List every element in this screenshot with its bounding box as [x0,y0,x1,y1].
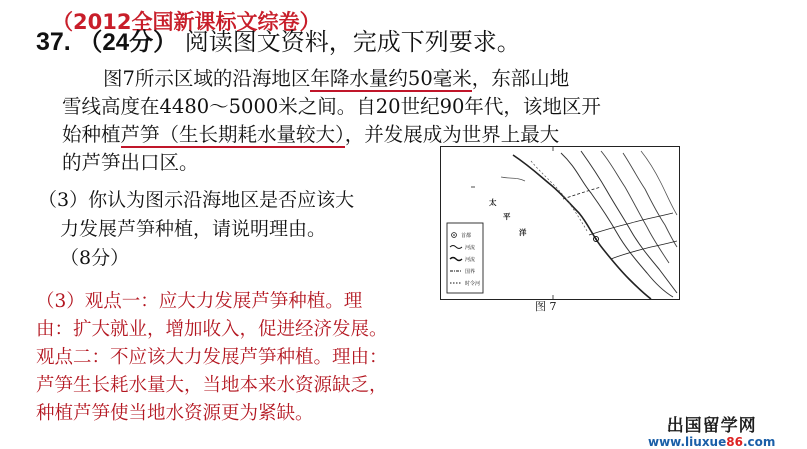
watermark-site-name: 出国留学网 [666,416,757,436]
question-instruction: 阅读图文资料，完成下列要求。 [184,28,521,56]
exam-source-tag: （2012全国新课标文综卷） [52,10,321,34]
passage-text: 图7所示区域的沿海地区 [103,67,311,90]
passage-line-4: 的芦笋出口区。 [62,151,199,174]
watermark-url-part: www.liuxue [648,435,727,449]
passage-text: ，并发展成为世界上最大 [344,123,560,146]
underlined-rainfall: 年降水量约50毫米 [310,67,472,90]
passage-text: 始种植 [62,123,121,146]
passage-text: ，东部山地 [471,67,570,90]
answer-line: 芦笋生长耗水量大，当地本来水资源缺乏， [36,375,388,396]
legend-seasonal-river: 时令河 [465,281,481,287]
legend-river: 河流 [465,245,476,251]
sea-label-2: 平 [503,212,511,221]
legend-river-2: 河流 [465,257,476,263]
sub-question-line: （8分） [60,247,130,269]
answer-line: 种植芦笋使当地水资源更为紧缺。 [36,403,314,424]
sub-question-line: （3）你认为图示沿海地区是否应该大 [38,189,355,211]
passage-line-2: 雪线高度在4480～5000米之间。自20世纪90年代，该地区开 [62,95,601,118]
region-map-figure [440,146,680,300]
legend-border: 国界 [465,269,476,275]
site-watermark [648,411,775,449]
underlined-asparagus: 芦笋（生长期耗水量较大） [120,123,345,146]
passage-line-1 [103,64,569,94]
sea-label-3: 洋 [519,228,527,237]
answer-line: 观点二：不应该大力发展芦笋种植。理由： [36,347,388,368]
watermark-url-part: 86 [726,435,743,449]
map-drawing [441,147,679,299]
question-heading [36,22,521,57]
question-number: 37. [36,28,71,56]
sub-question-3 [38,186,438,273]
answer-block [36,288,388,428]
sub-question-line: 力发展芦笋种植，请说明理由。 [60,218,327,240]
question-score: （24分） [78,29,178,56]
watermark-url-part: .com [742,435,776,449]
answer-line: 由：扩大就业，增加收入，促进经济发展。 [36,319,388,340]
legend-capital: 首都 [461,233,472,239]
sea-label-1: 太 [489,198,497,207]
watermark-url [648,435,775,449]
answer-line: （3）观点一：应大力发展芦笋种植。理 [36,291,363,312]
figure-caption: 图 7 [535,300,557,313]
